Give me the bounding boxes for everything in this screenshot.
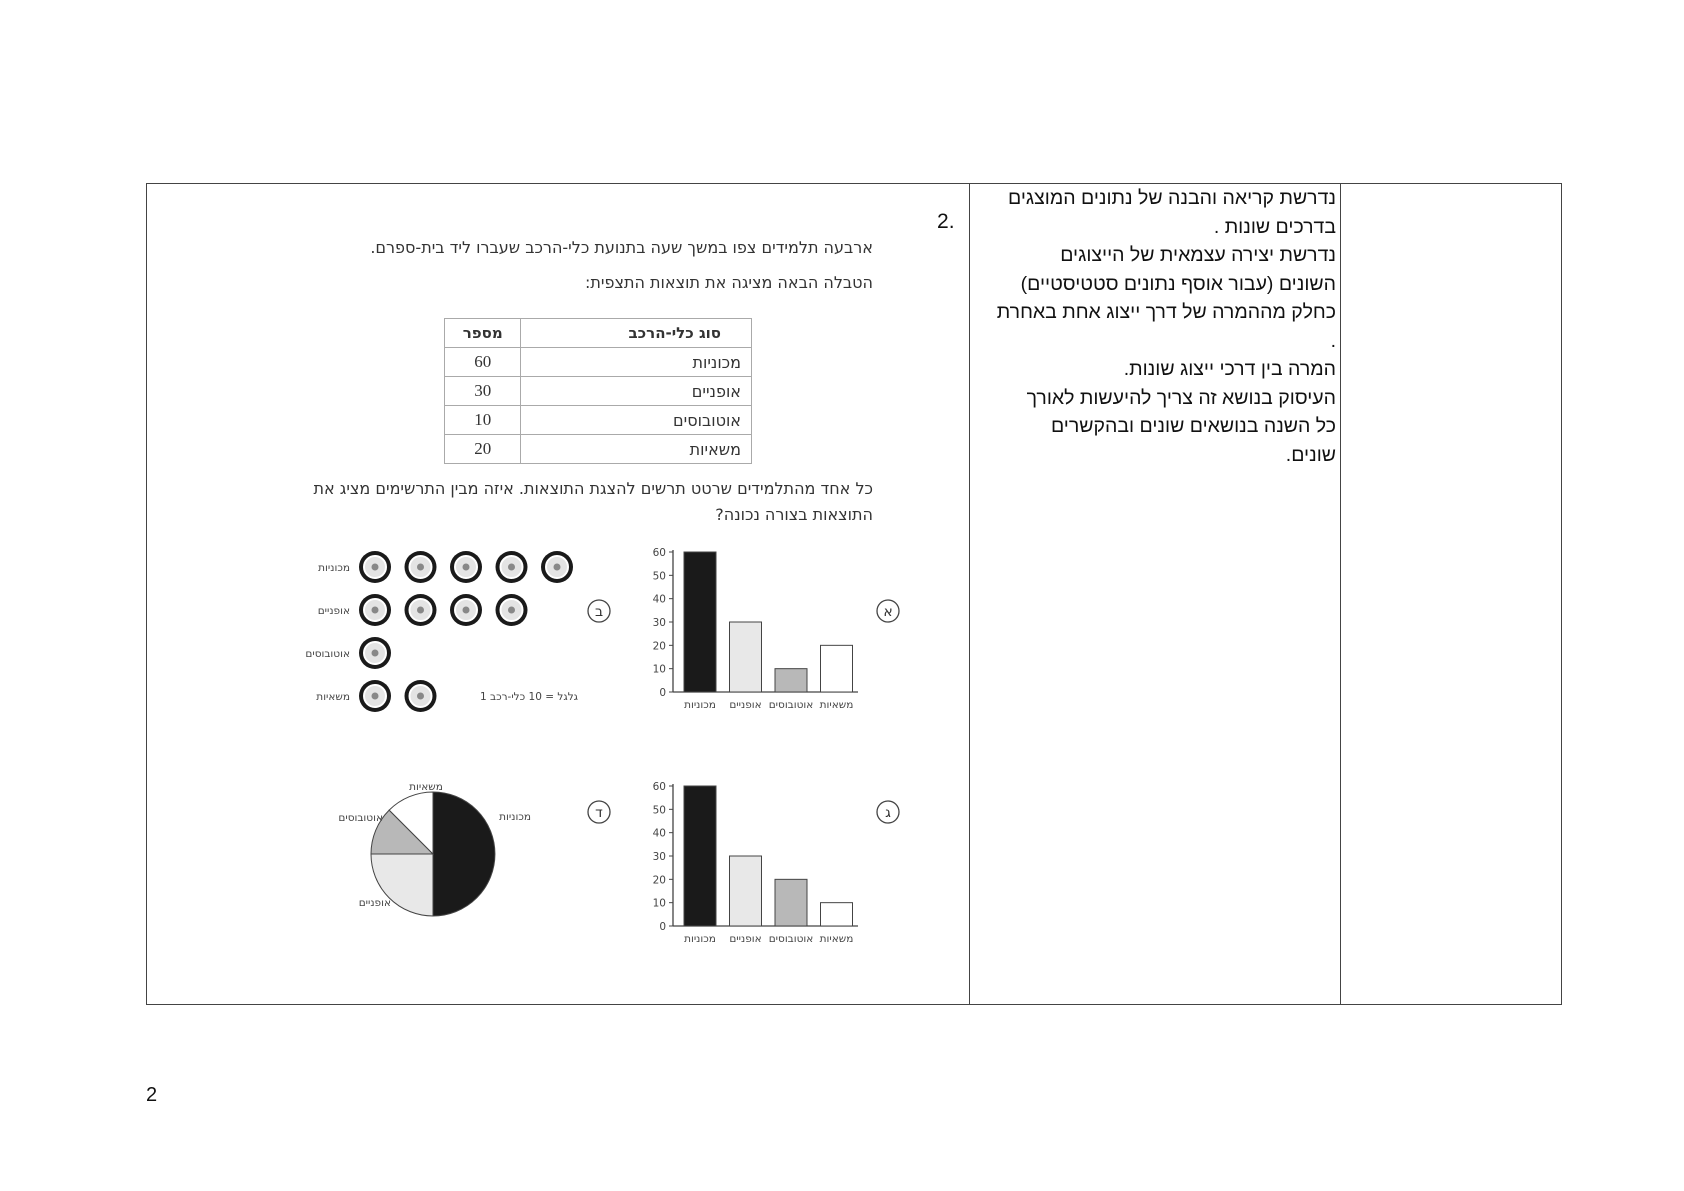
- wheel-center: [417, 607, 424, 614]
- x-tick-label: משאיות: [819, 699, 854, 711]
- bar-0: [684, 786, 716, 926]
- notes-line: השונים (עבור אוסף נתונים סטטיסטיים): [1020, 272, 1336, 295]
- table-intro: הטבלה הבאה מציגה את תוצאות התצפית:: [585, 273, 873, 292]
- y-tick-label: 10: [652, 663, 666, 676]
- pictogram-row-label: אופניים: [317, 605, 350, 617]
- table-cell: 10: [445, 406, 521, 435]
- table-header: מספר: [445, 319, 521, 348]
- wheel-center: [463, 564, 470, 571]
- y-tick-label: 60: [652, 781, 666, 793]
- pie-slice-label: אוטובוסים: [338, 812, 383, 824]
- notes-line: כחלק מההמרה של דרך ייצוג אחת באחרת: [996, 301, 1336, 323]
- wheel-center: [463, 607, 470, 614]
- teacher-notes: [981, 184, 1336, 469]
- notes-line: המרה בין דרכי ייצוג שונות.: [1123, 358, 1336, 380]
- y-tick-label: 0: [659, 921, 666, 933]
- y-tick-label: 40: [652, 827, 666, 840]
- pictogram-key: 1 גלגל = 10 כלי-רכב: [479, 691, 578, 703]
- y-tick-label: 20: [652, 874, 666, 887]
- notes-line: העיסוק בנושא זה צריך להיעשות לאורך: [1026, 386, 1336, 409]
- wheel-center: [372, 693, 379, 700]
- y-tick-label: 20: [652, 640, 666, 653]
- question-number: .2: [937, 210, 955, 233]
- option-letter: ב: [594, 604, 604, 620]
- table-cell: אופניים: [521, 377, 752, 406]
- bar-2: [775, 879, 807, 926]
- question-prompt-line1: כל אחד מהתלמידים שרטט תרשים להצגת התוצאות. איזה מבין התרשימים מציג את: [313, 479, 873, 498]
- wheel-center: [372, 650, 379, 657]
- table-cell: 30: [445, 377, 521, 406]
- pictogram-row-label: מכוניות: [318, 562, 350, 574]
- bar-2: [775, 669, 807, 692]
- pie-slice-label: משאיות: [409, 781, 443, 793]
- y-tick-label: 40: [652, 593, 666, 606]
- bar-1: [730, 856, 762, 926]
- table-cell: 60: [445, 348, 521, 377]
- y-tick-label: 30: [652, 617, 666, 629]
- question-intro: ארבעה תלמידים צפו במשך שעה בתנועת כלי-הרכב שעברו ליד בית-ספרם.: [370, 238, 873, 257]
- x-tick-label: אוטובוסים: [768, 933, 814, 945]
- bar-1: [730, 622, 762, 692]
- column-divider-1: [969, 184, 970, 1004]
- table-cell: משאיות: [521, 435, 752, 464]
- x-tick-label: אוטובוסים: [768, 699, 814, 711]
- content-table: [146, 183, 1562, 1005]
- table-cell: מכוניות: [521, 348, 752, 377]
- pie-slice-label: אופניים: [358, 897, 391, 909]
- y-tick-label: 10: [652, 897, 666, 910]
- bar-3: [821, 903, 853, 926]
- pictogram-row-label: משאיות: [316, 691, 350, 703]
- notes-line: נדרשת יצירה עצמאית של הייצוגים: [1060, 244, 1336, 266]
- column-divider-2: [1340, 184, 1341, 1004]
- table-cell: אוטובוסים: [521, 406, 752, 435]
- table-header: סוג כלי-הרכב: [521, 319, 752, 348]
- y-tick-label: 50: [652, 570, 666, 583]
- pictogram-row-label: אוטובוסים: [305, 648, 350, 660]
- wheel-center: [372, 607, 379, 614]
- option-letter: א: [883, 604, 893, 620]
- option-letter: ג: [885, 805, 891, 821]
- notes-line: נדרשת קריאה והבנה של נתונים המוצגים: [1007, 187, 1336, 209]
- x-tick-label: אופניים: [729, 933, 762, 945]
- pie-slice-0: [433, 792, 495, 916]
- answer-options-figures: [147, 184, 969, 1006]
- page-number: 2: [146, 1084, 158, 1106]
- y-tick-label: 60: [652, 547, 666, 559]
- notes-line: שונים.: [1285, 443, 1336, 466]
- y-tick-label: 0: [659, 687, 666, 699]
- wheel-center: [417, 564, 424, 571]
- x-tick-label: מכוניות: [684, 933, 716, 945]
- option-letter: ד: [595, 805, 603, 821]
- table-cell: 20: [445, 435, 521, 464]
- wheel-center: [554, 564, 561, 571]
- y-tick-label: 30: [652, 851, 666, 863]
- wheel-center: [508, 564, 515, 571]
- y-tick-label: 50: [652, 804, 666, 817]
- notes-line: כל השנה בנושאים שונים ובהקשרים: [1050, 415, 1336, 437]
- x-tick-label: משאיות: [819, 933, 854, 945]
- x-tick-label: מכוניות: [684, 699, 716, 711]
- pie-slice-label: מכוניות: [499, 811, 531, 823]
- question-prompt-line2: התוצאות בצורה נכונה?: [715, 505, 873, 524]
- wheel-center: [508, 607, 515, 614]
- notes-line: בדרכים שונות .: [1213, 215, 1336, 238]
- wheel-center: [417, 693, 424, 700]
- bar-3: [821, 645, 853, 692]
- bar-0: [684, 552, 716, 692]
- notes-line: .: [1330, 329, 1336, 352]
- x-tick-label: אופניים: [729, 699, 762, 711]
- wheel-center: [372, 564, 379, 571]
